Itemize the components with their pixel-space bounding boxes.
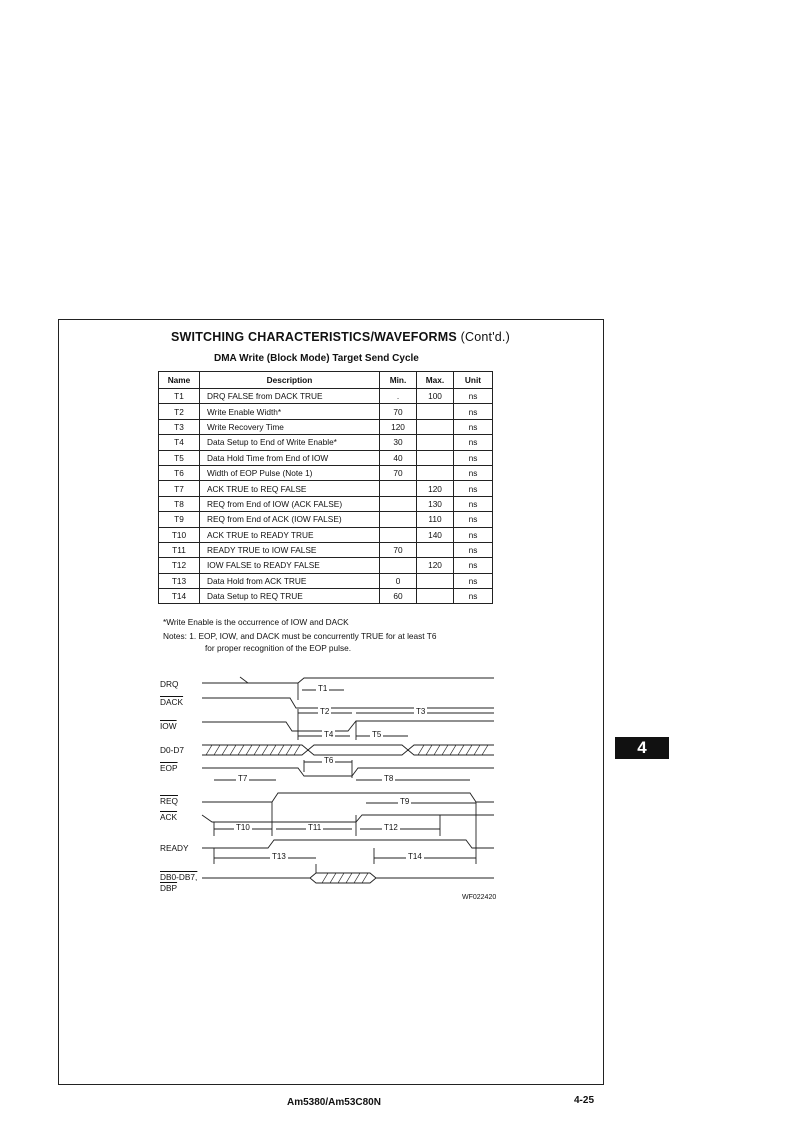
cell-min: 70 xyxy=(380,404,417,419)
cell-name: T4 xyxy=(159,435,200,450)
title-cont: (Cont'd.) xyxy=(460,330,510,344)
db-waveform xyxy=(202,873,494,883)
ready-waveform xyxy=(202,840,494,848)
signal-label-ack: $\overline{ACK}$ xyxy=(160,812,178,822)
cell-name: T12 xyxy=(159,558,200,573)
cell-min: . xyxy=(380,389,417,404)
timing-label-t14: T14 xyxy=(408,852,422,861)
cell-min: 120 xyxy=(380,419,417,434)
col-header-max: Max. xyxy=(417,372,454,389)
signal-label-dbp: $\overline{DBP}$ xyxy=(160,883,178,893)
cell-description: Data Hold Time from End of IOW xyxy=(200,450,380,465)
cell-unit: ns xyxy=(454,419,493,434)
timing-label-t2: T2 xyxy=(320,707,330,716)
drq-waveform xyxy=(202,677,494,683)
timing-label-t6: T6 xyxy=(324,756,334,765)
cell-name: T14 xyxy=(159,589,200,604)
cell-name: T8 xyxy=(159,496,200,511)
cell-description: DRQ FALSE from DACK TRUE xyxy=(200,389,380,404)
cell-min: 60 xyxy=(380,589,417,604)
cell-unit: ns xyxy=(454,435,493,450)
signal-label-db: DB0-DB7, xyxy=(160,872,198,882)
cell-name: T11 xyxy=(159,542,200,557)
cell-name: T1 xyxy=(159,389,200,404)
cell-description: Write Enable Width* xyxy=(200,404,380,419)
timing-label-t9: T9 xyxy=(400,797,410,806)
cell-description: ACK TRUE to REQ FALSE xyxy=(200,481,380,496)
cell-max: 140 xyxy=(417,527,454,542)
signal-label-iow: $\overline{IOW}$ xyxy=(160,721,177,731)
timing-label-t11: T11 xyxy=(308,823,322,832)
cell-description: Data Setup to End of Write Enable* xyxy=(200,435,380,450)
cell-unit: ns xyxy=(454,496,493,511)
cell-description: IOW FALSE to READY FALSE xyxy=(200,558,380,573)
cell-min: 70 xyxy=(380,542,417,557)
cell-unit: ns xyxy=(454,512,493,527)
cell-name: T13 xyxy=(159,573,200,588)
iow-waveform xyxy=(202,721,494,731)
cell-name: T2 xyxy=(159,404,200,419)
signal-label-dack: DACK xyxy=(160,697,184,707)
cell-unit: ns xyxy=(454,558,493,573)
cell-max: 120 xyxy=(417,481,454,496)
footer-part-number: Am5380/Am53C80N xyxy=(287,1097,381,1108)
signal-label-drq: DRQ xyxy=(160,679,179,689)
cell-name: T9 xyxy=(159,512,200,527)
col-header-min: Min. xyxy=(380,372,417,389)
page-number: 4-25 xyxy=(574,1095,595,1106)
cell-name: T6 xyxy=(159,465,200,480)
col-header-description: Description xyxy=(200,372,380,389)
footnote-write-enable: *Write Enable is the occurrence of IOW and DACK xyxy=(163,617,349,627)
cell-max: 100 xyxy=(417,389,454,404)
cell-max: 130 xyxy=(417,496,454,511)
cell-unit: ns xyxy=(454,542,493,557)
cell-min: 30 xyxy=(380,435,417,450)
cell-min: 40 xyxy=(380,450,417,465)
cell-min: 70 xyxy=(380,465,417,480)
signal-label-eop: $\overline{EOP}$ xyxy=(160,763,178,773)
section-tab: 4 xyxy=(615,737,669,759)
cell-description: Write Recovery Time xyxy=(200,419,380,434)
timing-label-t13: T13 xyxy=(272,852,286,861)
cell-max: 120 xyxy=(417,558,454,573)
col-header-name: Name xyxy=(159,372,200,389)
cell-description: REQ from End of IOW (ACK FALSE) xyxy=(200,496,380,511)
timing-label-t8: T8 xyxy=(384,774,394,783)
req-waveform xyxy=(202,793,494,802)
dack-waveform xyxy=(202,698,494,708)
d0d7-waveform xyxy=(202,745,494,755)
timing-label-t1: T1 xyxy=(318,684,328,693)
timing-label-t5: T5 xyxy=(372,730,382,739)
table-subtitle: DMA Write (Block Mode) Target Send Cycle xyxy=(214,353,419,364)
cell-name: T7 xyxy=(159,481,200,496)
note-1-line-1: Notes: 1. EOP, IOW, and DACK must be concurrently TRUE for at least T6 xyxy=(163,631,437,641)
cell-unit: ns xyxy=(454,389,493,404)
cell-name: T10 xyxy=(159,527,200,542)
timing-label-t7: T7 xyxy=(238,774,248,783)
cell-description: Width of EOP Pulse (Note 1) xyxy=(200,465,380,480)
figure-code: WF022420 xyxy=(462,894,497,901)
cell-name: T3 xyxy=(159,419,200,434)
cell-description: ACK TRUE to READY TRUE xyxy=(200,527,380,542)
signal-label-req: $\overline{REQ}$ xyxy=(160,796,178,806)
cell-unit: ns xyxy=(454,481,493,496)
cell-unit: ns xyxy=(454,465,493,480)
cell-unit: ns xyxy=(454,589,493,604)
cell-description: Data Hold from ACK TRUE xyxy=(200,573,380,588)
signal-label-ready: READY xyxy=(160,843,189,853)
cell-min: 0 xyxy=(380,573,417,588)
ack-waveform xyxy=(202,815,494,822)
note-1-line-2: for proper recognition of the EOP pulse. xyxy=(205,643,352,653)
timing-label-t3: T3 xyxy=(416,707,426,716)
title-text: SWITCHING CHARACTERISTICS/WAVEFORMS xyxy=(171,330,457,344)
cell-description: REQ from End of ACK (IOW FALSE) xyxy=(200,512,380,527)
cell-unit: ns xyxy=(454,527,493,542)
col-header-unit: Unit xyxy=(454,372,493,389)
cell-unit: ns xyxy=(454,573,493,588)
cell-unit: ns xyxy=(454,404,493,419)
timing-label-t12: T12 xyxy=(384,823,398,832)
cell-name: T5 xyxy=(159,450,200,465)
cell-unit: ns xyxy=(454,450,493,465)
timing-label-t10: T10 xyxy=(236,823,250,832)
cell-description: READY TRUE to IOW FALSE xyxy=(200,542,380,557)
cell-max: 110 xyxy=(417,512,454,527)
signal-label-d0d7: D0-D7 xyxy=(160,745,184,755)
timing-label-t4: T4 xyxy=(324,730,334,739)
cell-description: Data Setup to REQ TRUE xyxy=(200,589,380,604)
